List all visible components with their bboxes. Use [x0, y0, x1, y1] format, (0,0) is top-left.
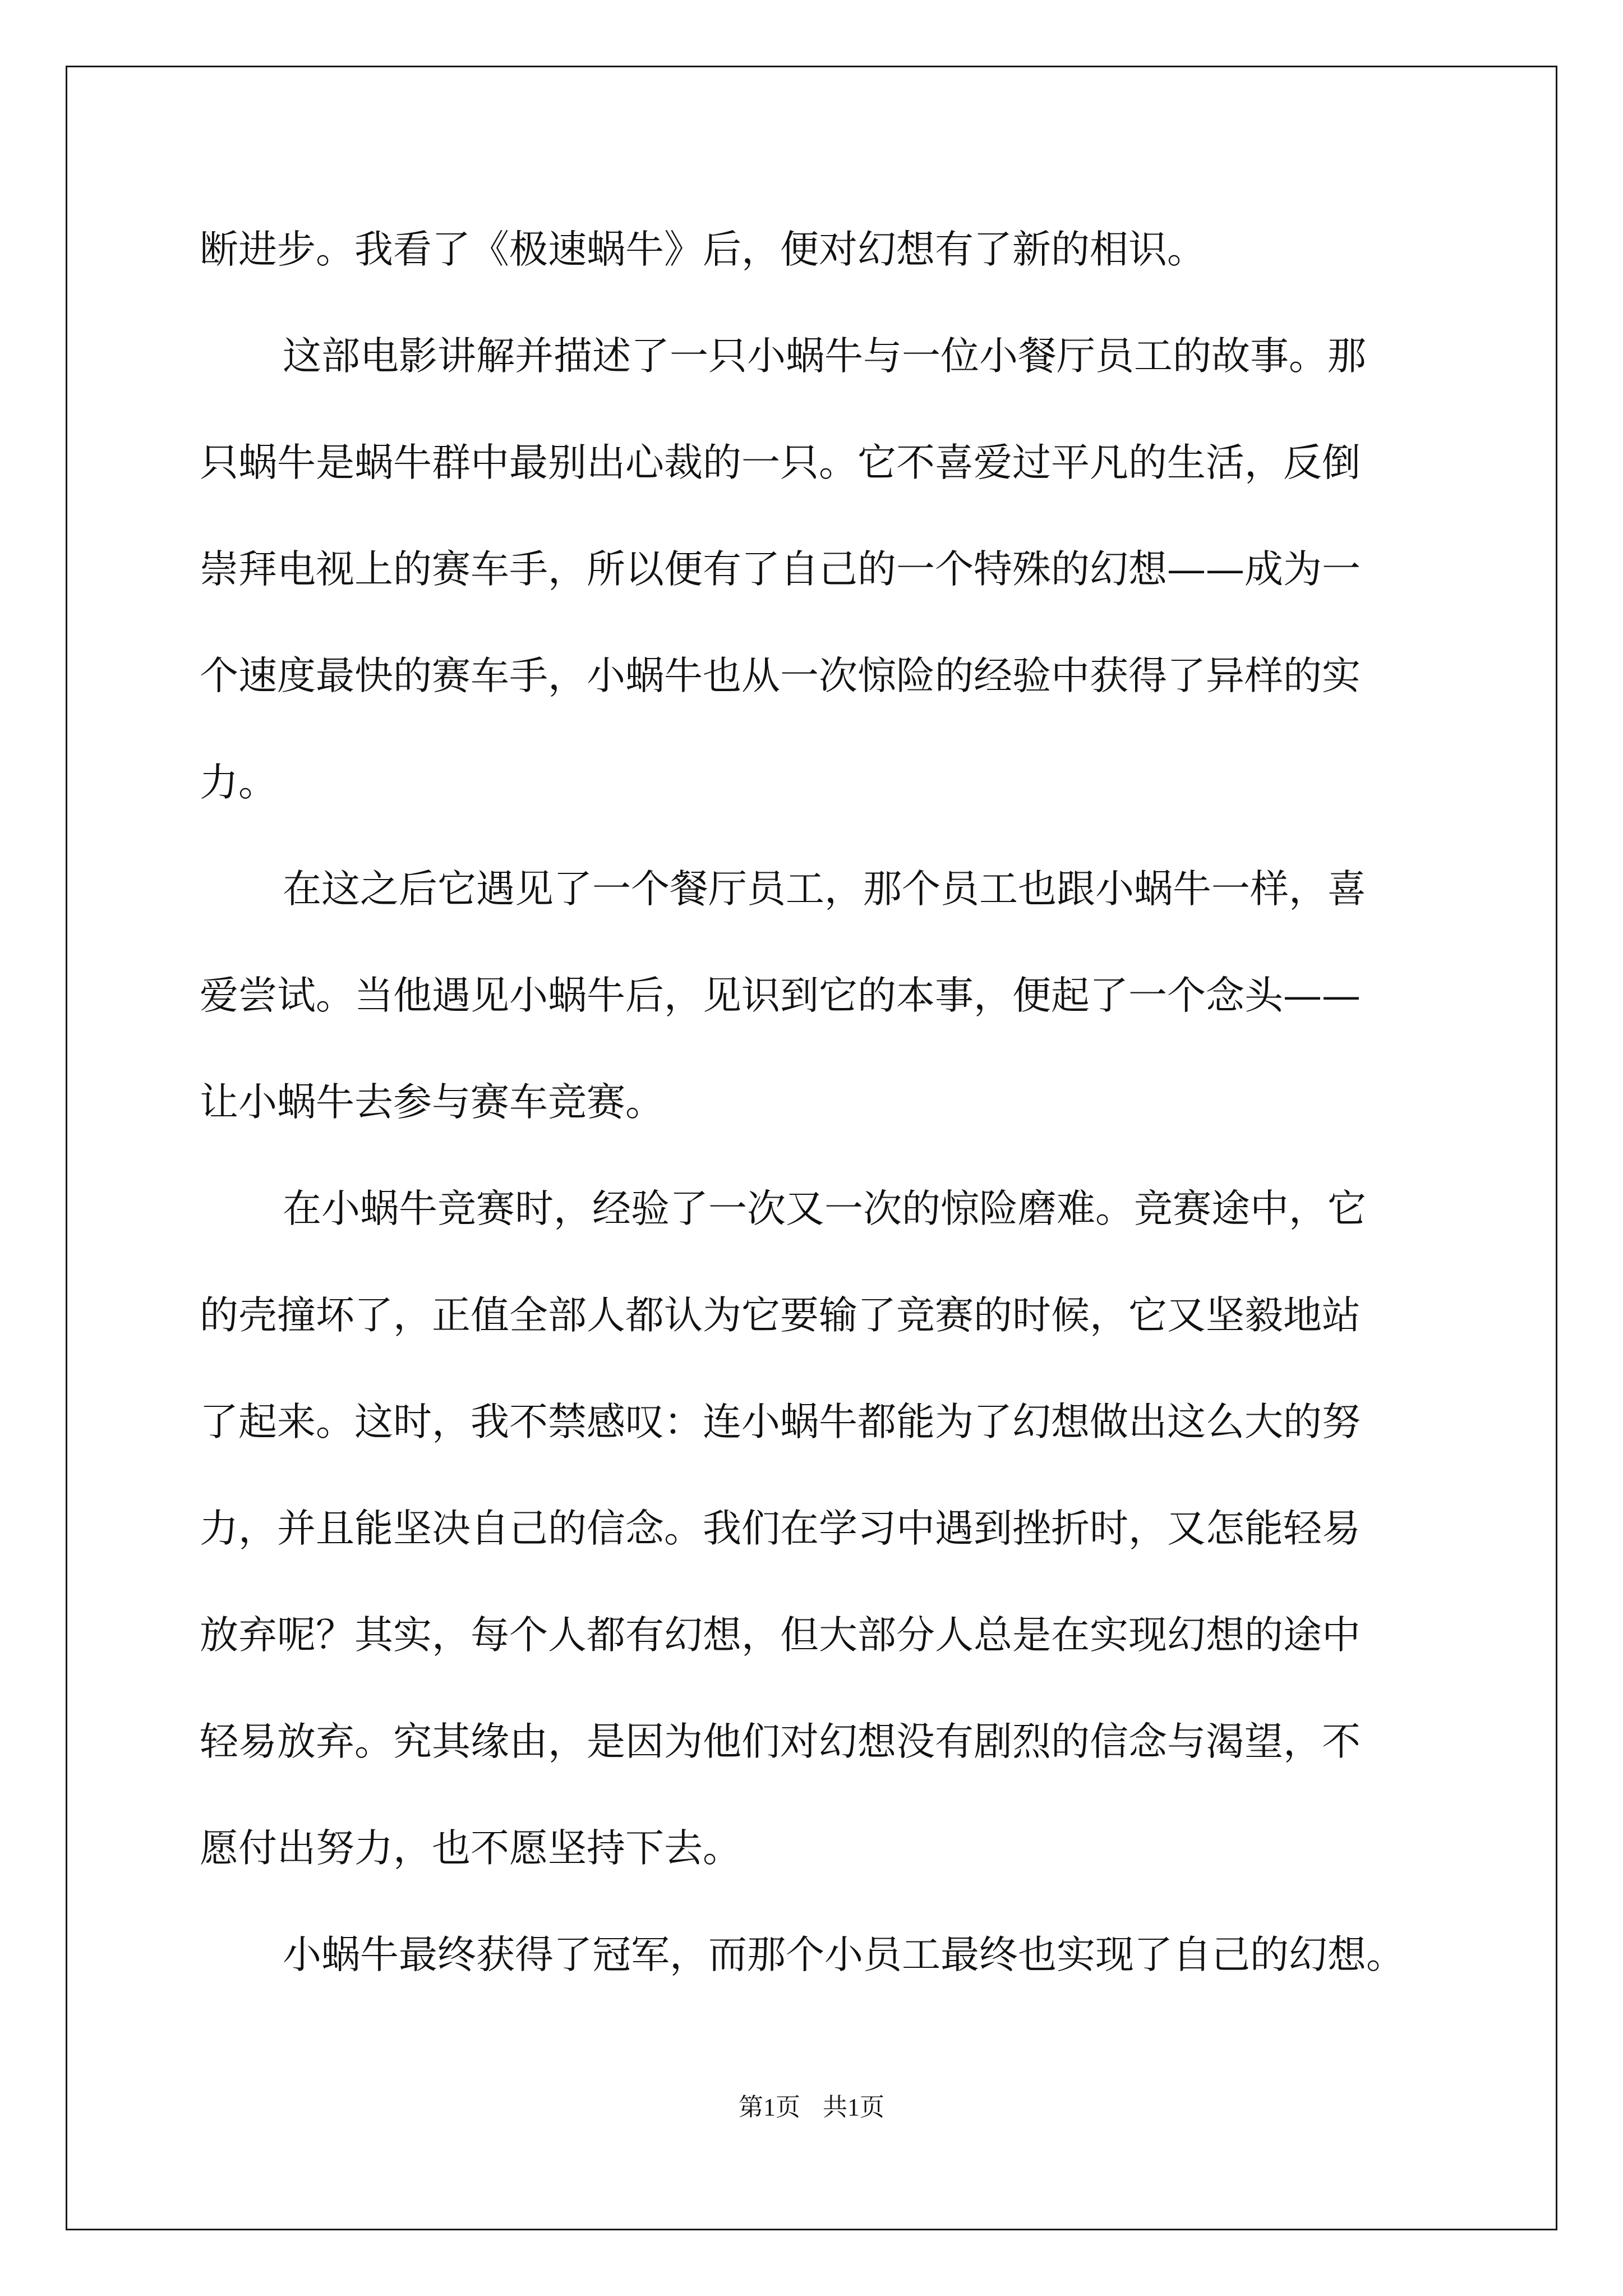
text-line: 这部电影讲解并描述了一只小蜗牛与一位小餐厅员工的故事。那 [283, 334, 1366, 379]
page-footer [0, 2087, 1623, 2123]
document-body [200, 196, 1433, 2008]
text-line: 让小蜗牛去参与赛车竞赛。 [200, 1080, 664, 1125]
text-line: 爱尝试。当他遇见小蜗牛后，见识到它的本事，便起了一个念头—— [200, 973, 1361, 1018]
text-line: 小蜗牛最终获得了冠军，而那个小员工最终也实现了自己的幻想。 [283, 1932, 1405, 1977]
page-number: 第1页 [739, 2093, 800, 2121]
text-line: 只蜗牛是蜗牛群中最别出心裁的一只。它不喜爱过平凡的生活，反倒 [200, 440, 1361, 485]
text-line: 了起来。这时，我不禁感叹：连小蜗牛都能为了幻想做出这么大的努 [200, 1400, 1361, 1444]
page-total: 共1页 [823, 2093, 884, 2121]
text-line: 在这之后它遇见了一个餐厅员工，那个员工也跟小蜗牛一样，喜 [283, 867, 1366, 912]
text-line: 的壳撞坏了，正值全部人都认为它要输了竞赛的时候，它又坚毅地站 [200, 1293, 1361, 1338]
text-line: 放弃呢？其实，每个人都有幻想，但大部分人总是在实现幻想的途中 [200, 1613, 1361, 1658]
text-line: 崇拜电视上的赛车手，所以便有了自己的一个特殊的幻想——成为一 [200, 547, 1361, 592]
text-line: 力，并且能坚决自己的信念。我们在学习中遇到挫折时，又怎能轻易 [200, 1506, 1361, 1551]
text-line: 力。 [200, 760, 277, 805]
text-line: 断进步。我看了《极速蜗牛》后，便对幻想有了新的相识。 [200, 227, 1206, 272]
text-line: 轻易放弃。究其缘由，是因为他们对幻想没有剧烈的信念与渴望，不 [200, 1719, 1361, 1764]
text-line: 个速度最快的赛车手，小蜗牛也从一次惊险的经验中获得了异样的实 [200, 654, 1361, 698]
text-line: 在小蜗牛竞赛时，经验了一次又一次的惊险磨难。竞赛途中，它 [283, 1186, 1366, 1231]
text-line: 愿付出努力，也不愿坚持下去。 [200, 1826, 741, 1871]
